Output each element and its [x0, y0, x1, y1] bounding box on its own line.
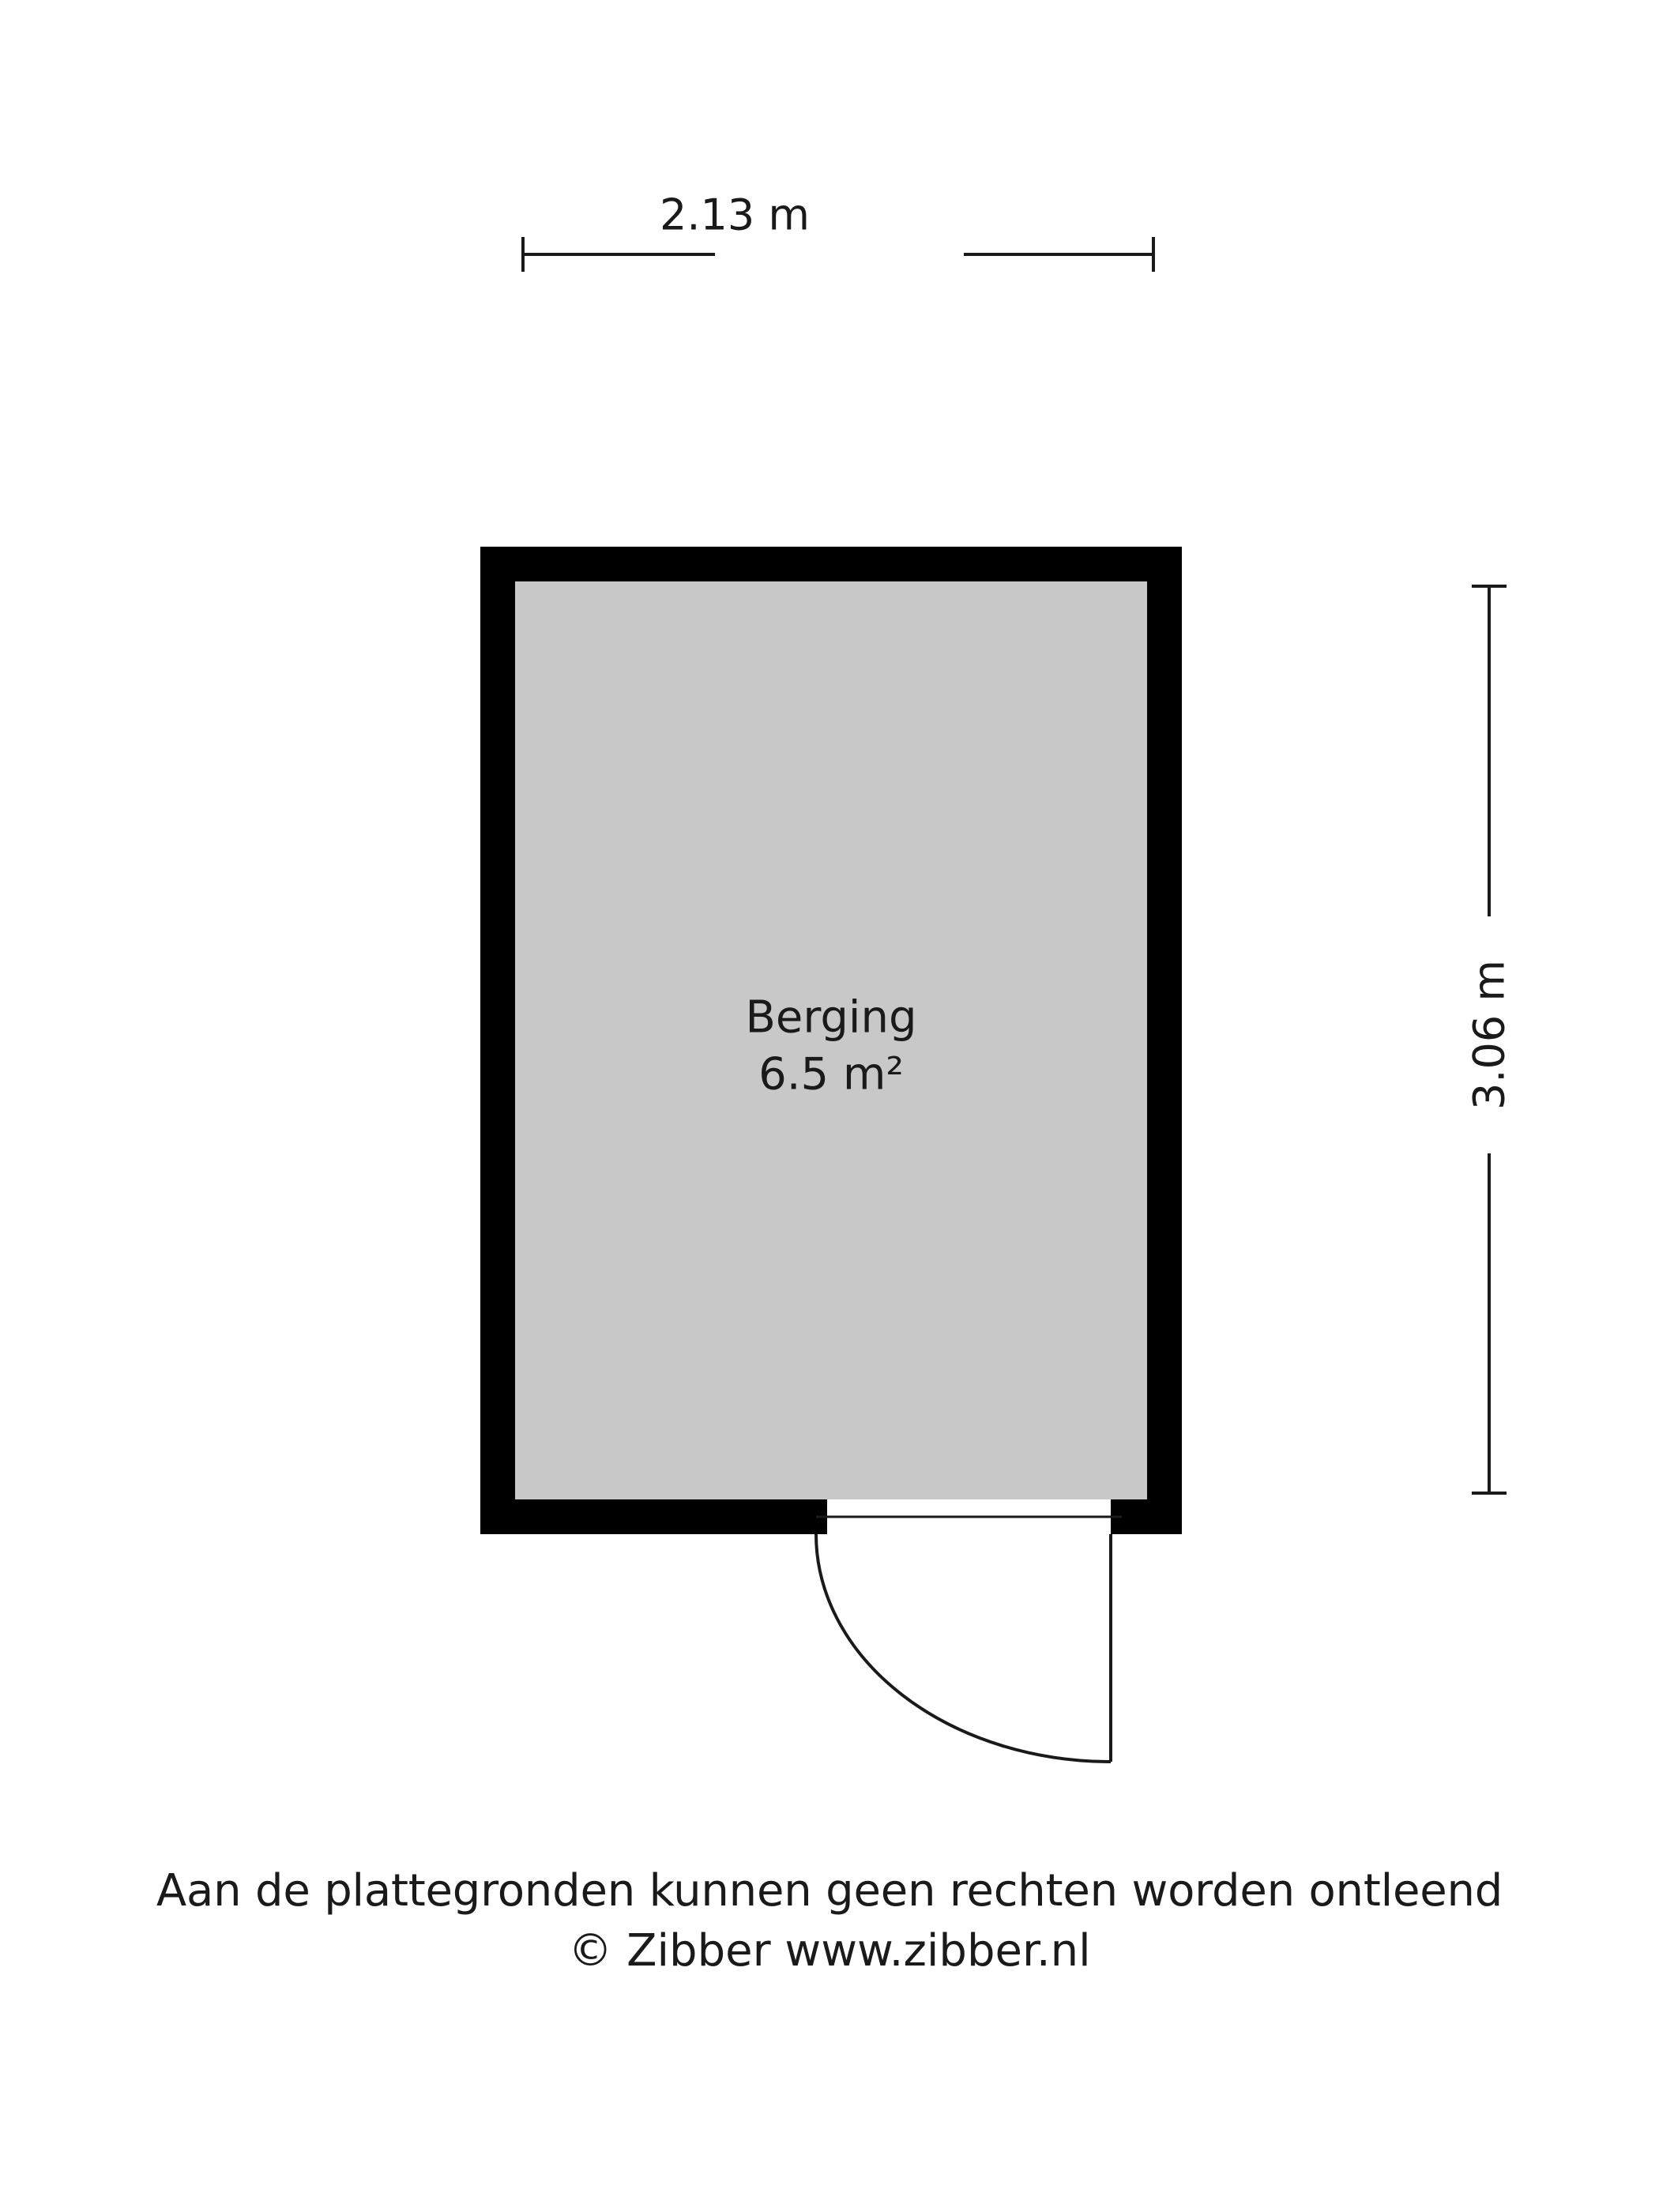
door-leaf-arc [816, 1534, 1111, 1762]
footer-credit: © Zibber www.zibber.nl [568, 1925, 1091, 1977]
dimension-right-label: 3.06 m [1464, 959, 1514, 1111]
room-name-label: Berging [745, 991, 917, 1044]
dimension-top-label: 2.13 m [659, 190, 811, 240]
footer-disclaimer: Aan de plattegronden kunnen geen rechten worden ontleend [156, 1865, 1503, 1917]
footer [0, 1864, 1659, 1979]
room-area-label: 6.5 m² [758, 1048, 904, 1100]
dimension-top [523, 234, 1153, 275]
